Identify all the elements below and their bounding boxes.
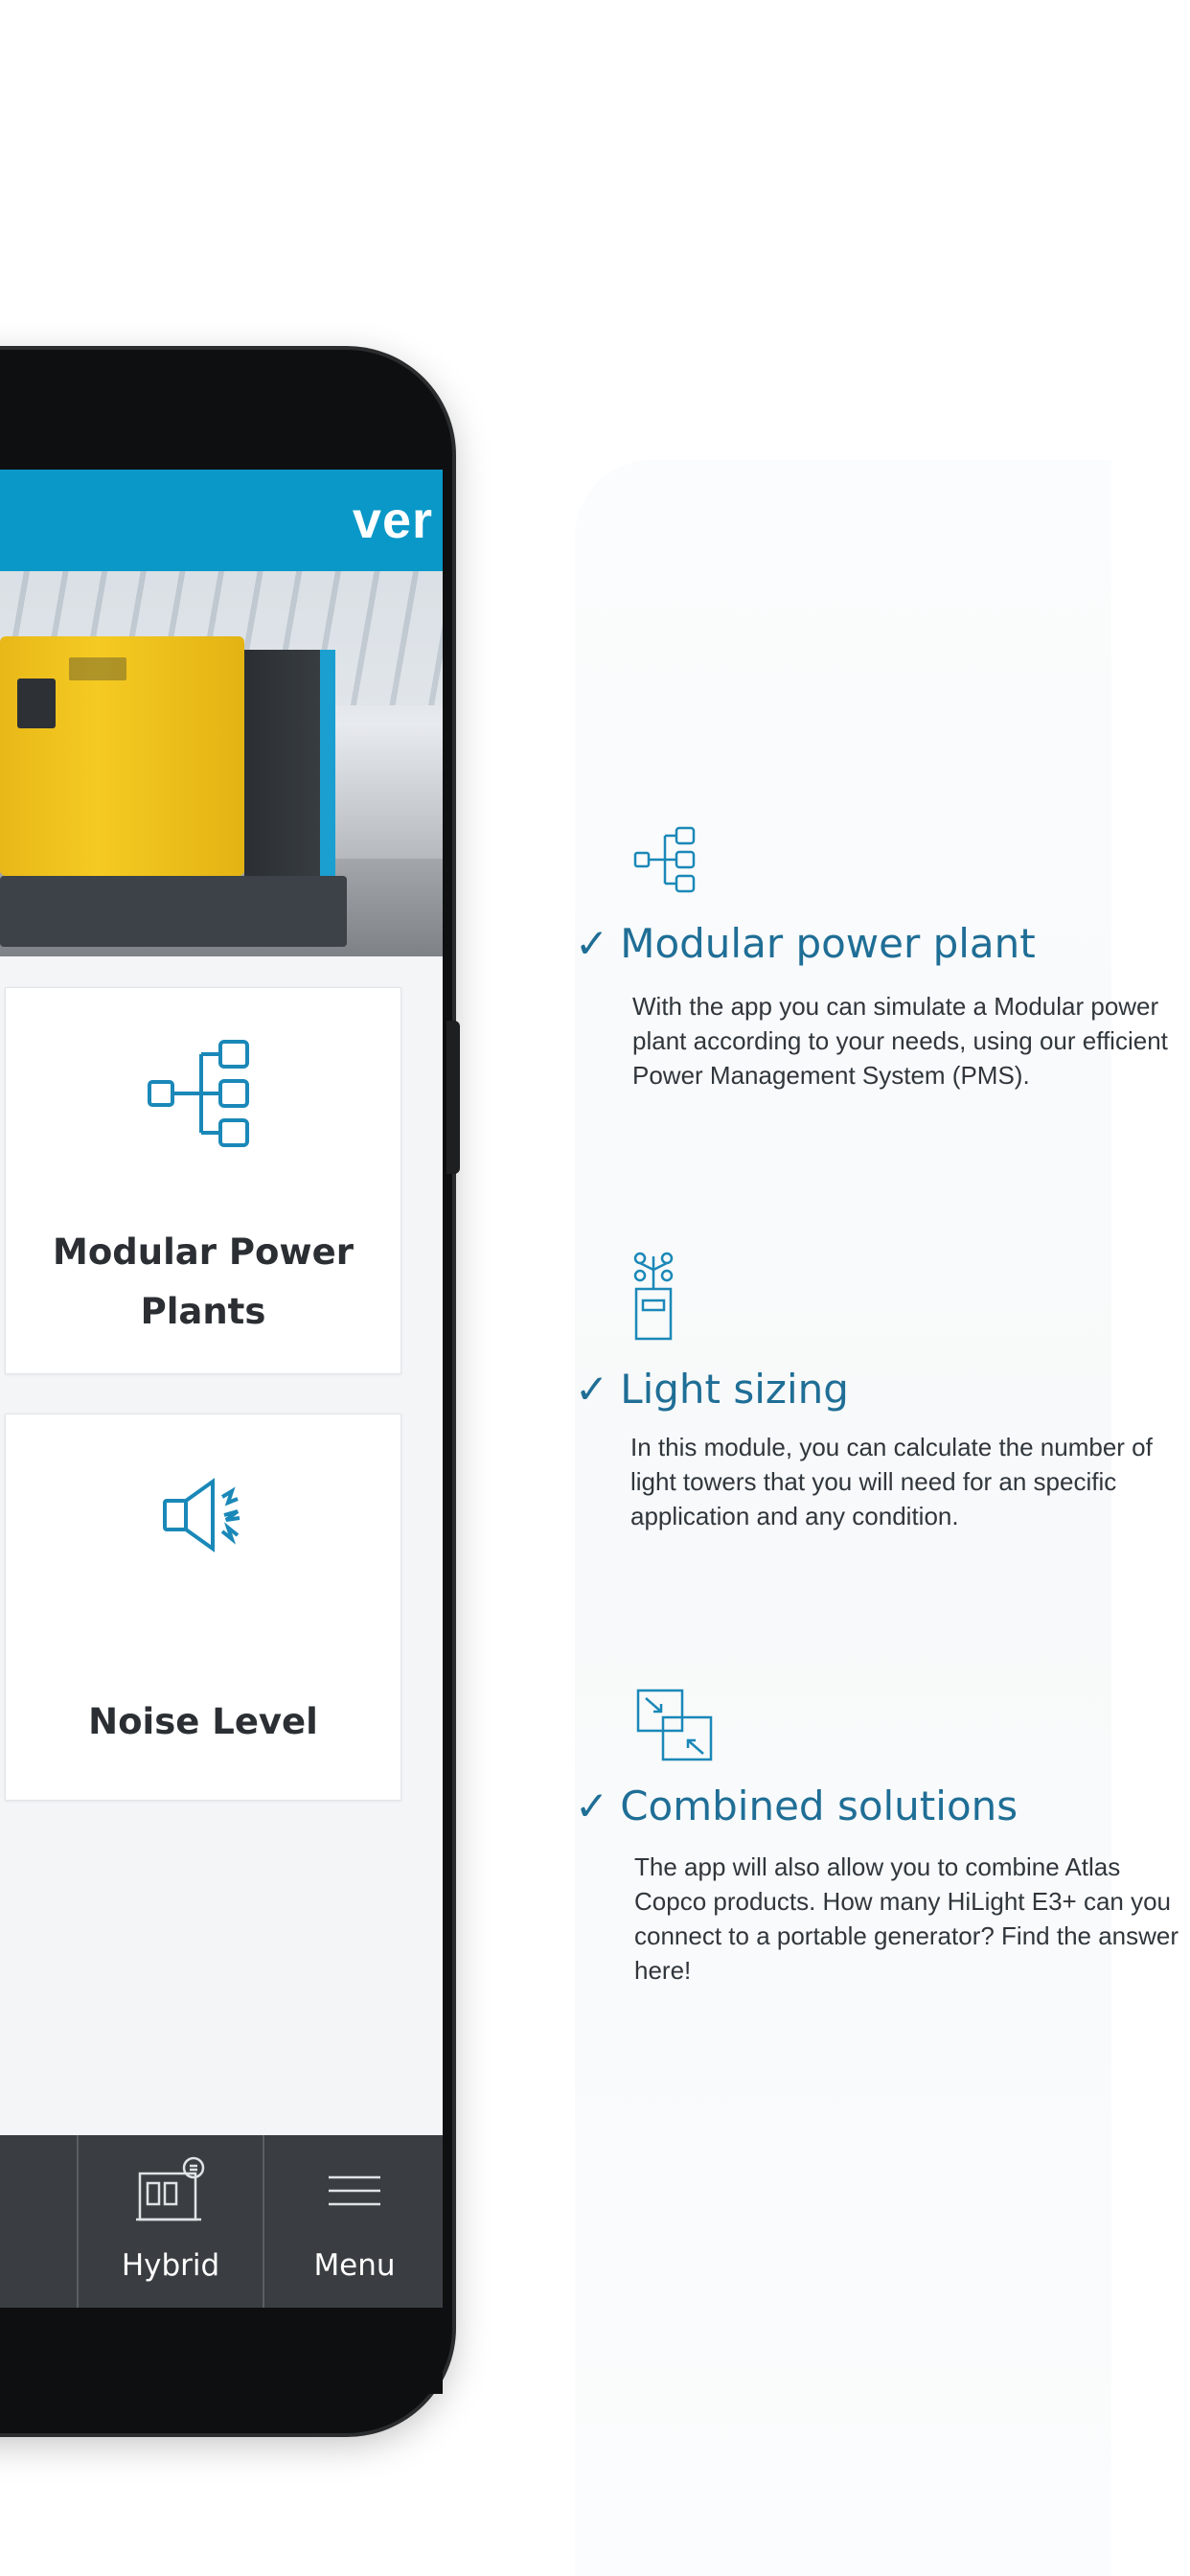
generator-stripe	[320, 650, 335, 876]
feature-description: The app will also allow you to combine Atlas Copco products. How many HiLight E3+ can you connect to a portable generator? Find the answer here!	[634, 1852, 1179, 1985]
feature-description: With the app you can simulate a Modular power plant according to your needs, using our efficient Power Management System (PMS).	[632, 992, 1168, 1090]
feature-title-text: Light sizing	[620, 1366, 849, 1413]
card-label: Noise Level	[88, 1701, 318, 1742]
phone-bottom-bezel	[0, 2308, 443, 2394]
generator-tag	[69, 657, 126, 680]
app-header-title: ver	[352, 492, 433, 549]
light-tower-icon	[630, 1251, 678, 1347]
bottom-tab-bar	[0, 2135, 443, 2308]
generator-grill	[17, 678, 56, 728]
feature-title	[575, 1366, 849, 1413]
feature-title-text: Modular power plant	[620, 920, 1036, 967]
combine-arrows-icon	[634, 1687, 721, 1770]
feature-description: In this module, you can calculate the number of light towers that you will need for an specific application and any condition.	[630, 1433, 1153, 1530]
tab-hybrid[interactable]	[77, 2135, 263, 2308]
checkmark-icon: ✓	[575, 1782, 609, 1829]
card-modular-power-plants[interactable]	[5, 987, 401, 1374]
hybrid-generator-icon	[79, 2154, 263, 2235]
hero-image	[0, 571, 443, 956]
modular-power-plant-icon	[6, 1036, 400, 1156]
tab-label: Menu	[313, 2248, 396, 2283]
app-header	[0, 470, 443, 571]
feature-title-text: Combined solutions	[620, 1782, 1018, 1829]
checkmark-icon: ✓	[575, 1366, 609, 1413]
generator-base	[0, 876, 347, 947]
speaker-noise-icon	[6, 1462, 400, 1573]
checkmark-icon: ✓	[575, 920, 609, 967]
tab-item-partial[interactable]	[0, 2135, 75, 2308]
tab-menu[interactable]	[263, 2135, 443, 2308]
generator-panel	[244, 650, 335, 876]
feature-title	[575, 1782, 1018, 1829]
modular-power-plant-icon	[632, 824, 699, 898]
phone-side-button	[446, 1021, 460, 1174]
tab-label: Hybrid	[121, 2248, 220, 2283]
card-label: Modular Power Plants	[53, 1231, 354, 1332]
phone-screen	[0, 470, 443, 2308]
hamburger-menu-icon	[264, 2154, 443, 2229]
card-noise-level[interactable]	[5, 1414, 401, 1801]
feature-title	[575, 920, 1036, 967]
